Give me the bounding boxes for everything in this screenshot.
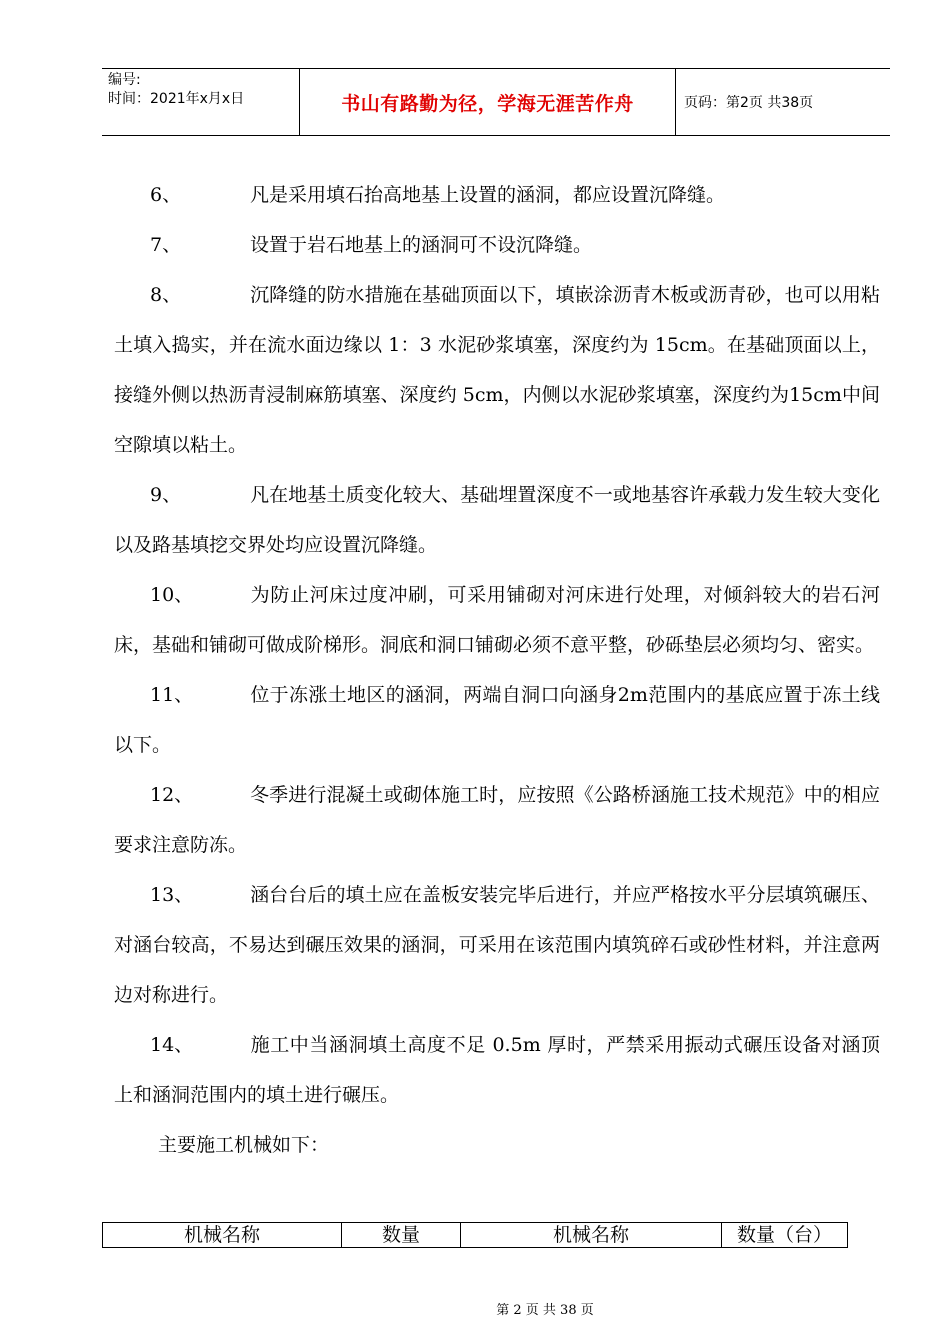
- paragraph-text: 凡在地基土质变化较大、基础埋置深度不一或地基容许承载力发生较大变化以及路基填挖交界处均应设置沉降缝。: [114, 484, 880, 556]
- table-header-row: [103, 1223, 848, 1248]
- paragraph-text: 沉降缝的防水措施在基础顶面以下，填嵌涂沥青木板或沥青砂，也可以用粘土填入捣实，并在流水面边缘以 1：3 水泥砂浆填塞，深度约为 15cm。在基础顶面以上，接缝外侧以热沥青浸制麻筋填塞、深度约 5cm，内侧以水泥砂浆填塞，深度约为15cm中间空隙填以粘土。: [114, 284, 880, 456]
- paragraph-8: [114, 270, 880, 470]
- paragraph-number: 11、: [150, 684, 194, 706]
- paragraph-6: [114, 170, 880, 220]
- page-header: [102, 68, 890, 136]
- document-body: [114, 170, 880, 1170]
- paragraph-9: [114, 470, 880, 570]
- paragraph-number: 12、: [150, 784, 194, 806]
- paragraph-text: 凡是采用填石抬高地基上设置的涵洞，都应设置沉降缝。: [250, 184, 726, 206]
- paragraph-13: [114, 870, 880, 1020]
- page-footer: 第 2 页 共 38 页: [496, 1303, 594, 1318]
- paragraph-number: 7、: [150, 234, 182, 256]
- time-label: 时间：2021年x月x日: [108, 91, 245, 107]
- paragraph-text: 冬季进行混凝土或砌体施工时，应按照《公路桥涵施工技术规范》中的相应要求注意防冻。: [114, 784, 880, 856]
- machinery-intro: 主要施工机械如下：: [158, 1134, 330, 1156]
- table-header-cell: 机械名称: [103, 1223, 342, 1248]
- paragraph-text: 设置于岩石地基上的涵洞可不设沉降缝。: [250, 234, 593, 256]
- paragraph-12: [114, 770, 880, 870]
- code-label: 编号:: [108, 72, 141, 88]
- table-header-cell: 数量（台）: [722, 1223, 848, 1248]
- paragraph-text: 涵台台后的填土应在盖板安装完毕后进行，并应严格按水平分层填筑碾压、对涵台较高，不易达到碾压效果的涵洞，可采用在该范围内填筑碎石或砂性材料，并注意两边对称进行。: [114, 884, 880, 1006]
- paragraph-number: 14、: [150, 1034, 194, 1056]
- paragraph-7: [114, 220, 880, 270]
- paragraph-number: 6、: [150, 184, 182, 206]
- paragraph-number: 10、: [150, 584, 194, 606]
- machinery-table: [102, 1222, 848, 1248]
- table-header-cell: 机械名称: [461, 1223, 722, 1248]
- paragraph-number: 8、: [150, 284, 182, 306]
- table-header-cell: 数量: [342, 1223, 461, 1248]
- paragraph-14: [114, 1020, 880, 1120]
- paragraph-number: 13、: [150, 884, 194, 906]
- header-motto: 书山有路勤为径，学海无涯苦作舟: [300, 69, 676, 135]
- header-meta: [102, 69, 300, 135]
- paragraph-11: [114, 670, 880, 770]
- paragraph-number: 9、: [150, 484, 182, 506]
- paragraph-text: 为防止河床过度冲刷，可采用铺砌对河床进行处理，对倾斜较大的岩石河床，基础和铺砌可做成阶梯形。洞底和洞口铺砌必须不意平整，砂砾垫层必须均匀、密实。: [114, 584, 880, 656]
- paragraph-text: 位于冻涨土地区的涵洞，两端自洞口向涵身2m范围内的基底应置于冻土线以下。: [114, 684, 880, 756]
- paragraph-text: 施工中当涵洞填土高度不足 0.5m 厚时，严禁采用振动式碾压设备对涵顶上和涵洞范围内的填土进行碾压。: [114, 1034, 880, 1106]
- paragraph-10: [114, 570, 880, 670]
- header-page-label: 页码：第2页 共38页: [684, 95, 814, 111]
